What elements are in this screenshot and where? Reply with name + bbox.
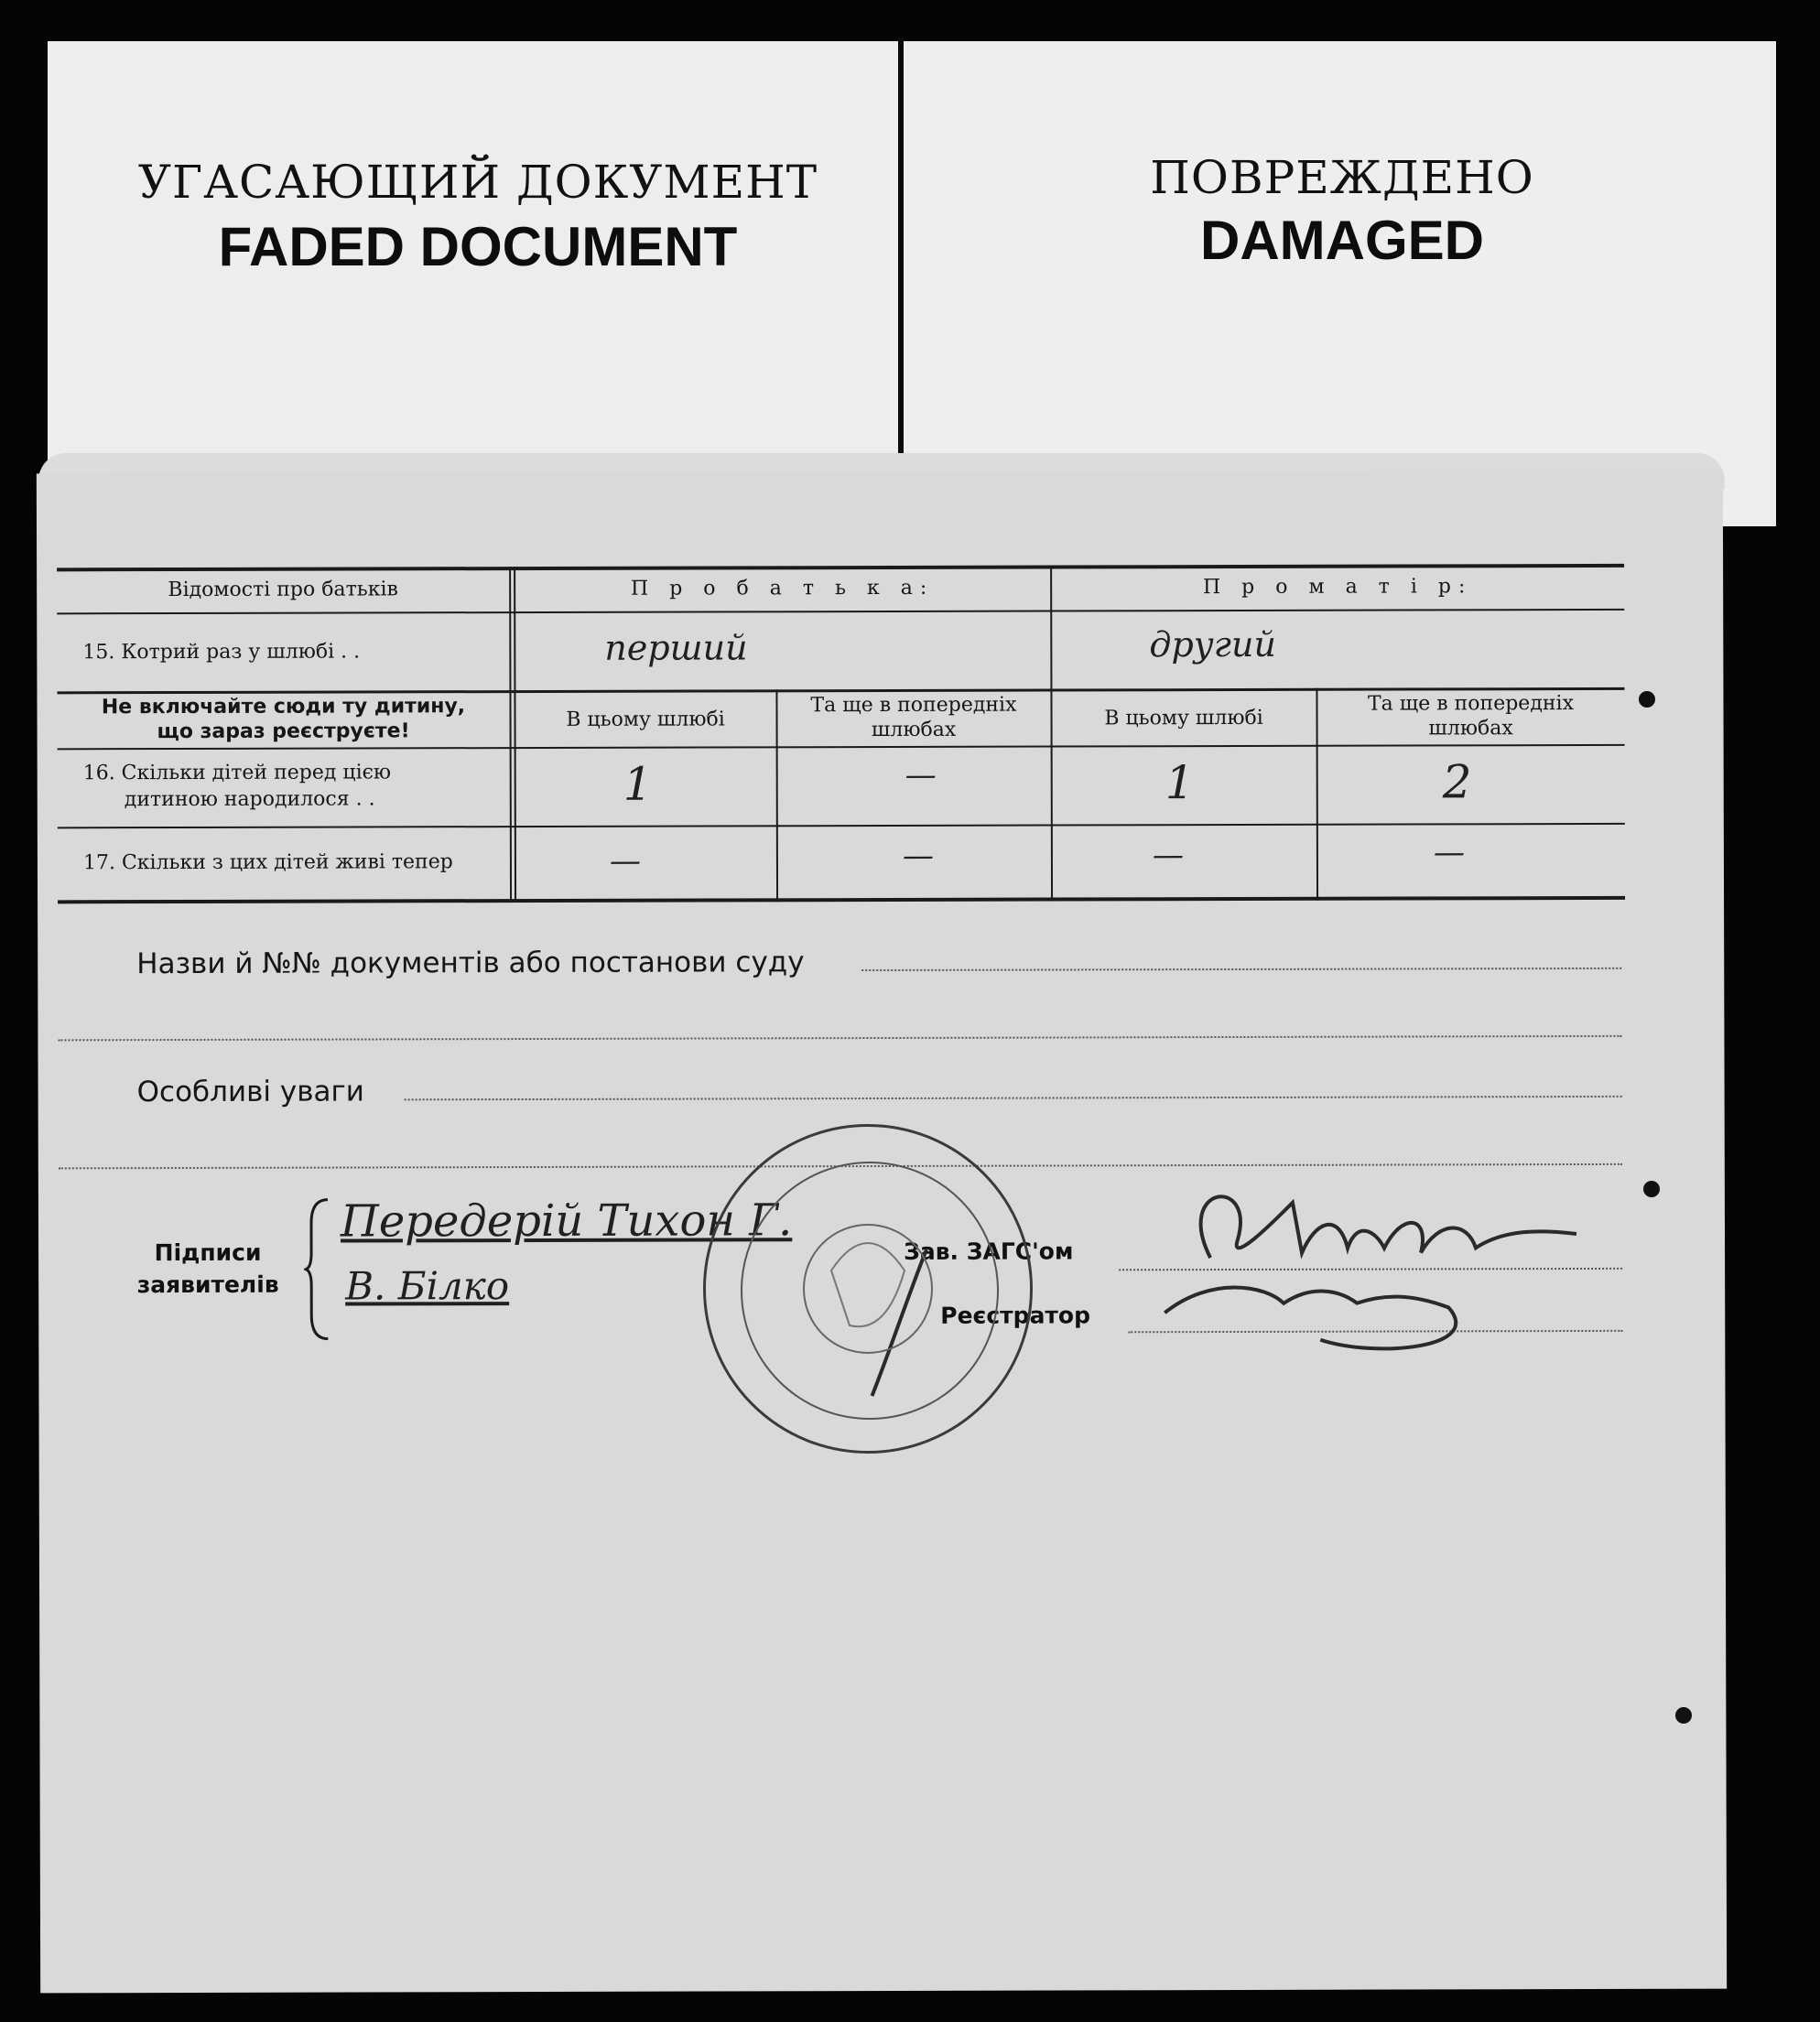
table-col-divider <box>514 567 516 903</box>
punch-hole <box>1639 691 1655 708</box>
table-rule <box>57 609 1624 614</box>
faded-document-en: FADED DOCUMENT <box>218 216 738 277</box>
table-rule <box>58 744 1625 750</box>
row15-mother-value: другий <box>1149 623 1276 665</box>
head-signature-scribble <box>1155 1165 1632 1368</box>
documents-line-1 <box>861 968 1621 971</box>
table-bottom-rule <box>58 896 1625 903</box>
row17-label: 17. Скільки з цих дітей живі тепер <box>82 850 453 875</box>
table-top-rule <box>57 564 1624 571</box>
table-rule <box>58 823 1625 828</box>
father-prev-marriages-header-1: Та ще в попередніх <box>810 693 1017 718</box>
row15-father-value: перший <box>604 627 748 668</box>
father-this-marriage-header: В цьому шлюбі <box>566 708 725 731</box>
row15-label: 15. Котрий раз у шлюбі . . <box>82 640 361 665</box>
punch-hole <box>1643 1181 1660 1197</box>
registrar-label: Реєстратор <box>940 1302 1091 1329</box>
head-label: Зав. ЗАГС'ом <box>904 1238 1074 1265</box>
row16-father-this: 1 <box>623 757 653 811</box>
father-prev-marriages-header-2: шлюбах <box>871 718 957 742</box>
faded-document-ru: УГАСАЮЩИЙ ДОКУМЕНТ <box>137 156 818 209</box>
row16-label-1: 16. Скільки дітей перед цією <box>82 761 392 785</box>
official-seal <box>703 1124 1033 1454</box>
faded-document-card <box>48 41 908 471</box>
mother-prev-marriages-header-2: шлюбах <box>1428 717 1513 741</box>
damaged-en: DAMAGED <box>1200 210 1484 271</box>
note-line-1: Не включайте сюди ту дитину, <box>101 695 466 719</box>
note-line-2: що зараз реєструєте! <box>157 719 410 744</box>
header-mother: П р о м а т і р: <box>1202 575 1473 600</box>
special-notes-line-1 <box>405 1096 1622 1100</box>
mother-prev-marriages-header-1: Та ще в попередніх <box>1367 692 1575 716</box>
applicants-label-1: Підписи <box>154 1238 262 1267</box>
header-parents-info: Відомості про батьків <box>168 578 398 602</box>
special-notes-label: Особливі уваги <box>136 1075 364 1109</box>
header-father: П р о б а т ь к а: <box>631 576 935 600</box>
row16-label-2: дитиною народилося . . <box>124 787 375 812</box>
card-divider <box>898 37 904 467</box>
applicants-label-2: заявителів <box>136 1271 279 1299</box>
applicant1-signature: Передерій Тихон Г. <box>340 1195 793 1248</box>
row16-mother-prev: 2 <box>1442 755 1472 809</box>
row16-father-prev: — <box>905 756 937 794</box>
applicant2-signature: В. Білко <box>345 1263 510 1309</box>
row17-father-this: — <box>609 842 641 880</box>
documents-line-2 <box>58 1035 1621 1041</box>
row16-mother-this: 1 <box>1165 756 1195 810</box>
seal-emblem <box>703 1124 1033 1454</box>
applicants-brace <box>304 1196 331 1343</box>
punch-hole <box>1675 1707 1692 1724</box>
row17-mother-this: — <box>1152 837 1184 874</box>
damaged-ru: ПОВРЕЖДЕНО <box>1150 151 1534 204</box>
documents-label: Назви й №№ документів або постанови суду <box>136 946 805 981</box>
mother-this-marriage-header: В цьому шлюбі <box>1104 706 1263 730</box>
row17-mother-prev: — <box>1433 834 1465 871</box>
row17-father-prev: — <box>902 837 934 874</box>
